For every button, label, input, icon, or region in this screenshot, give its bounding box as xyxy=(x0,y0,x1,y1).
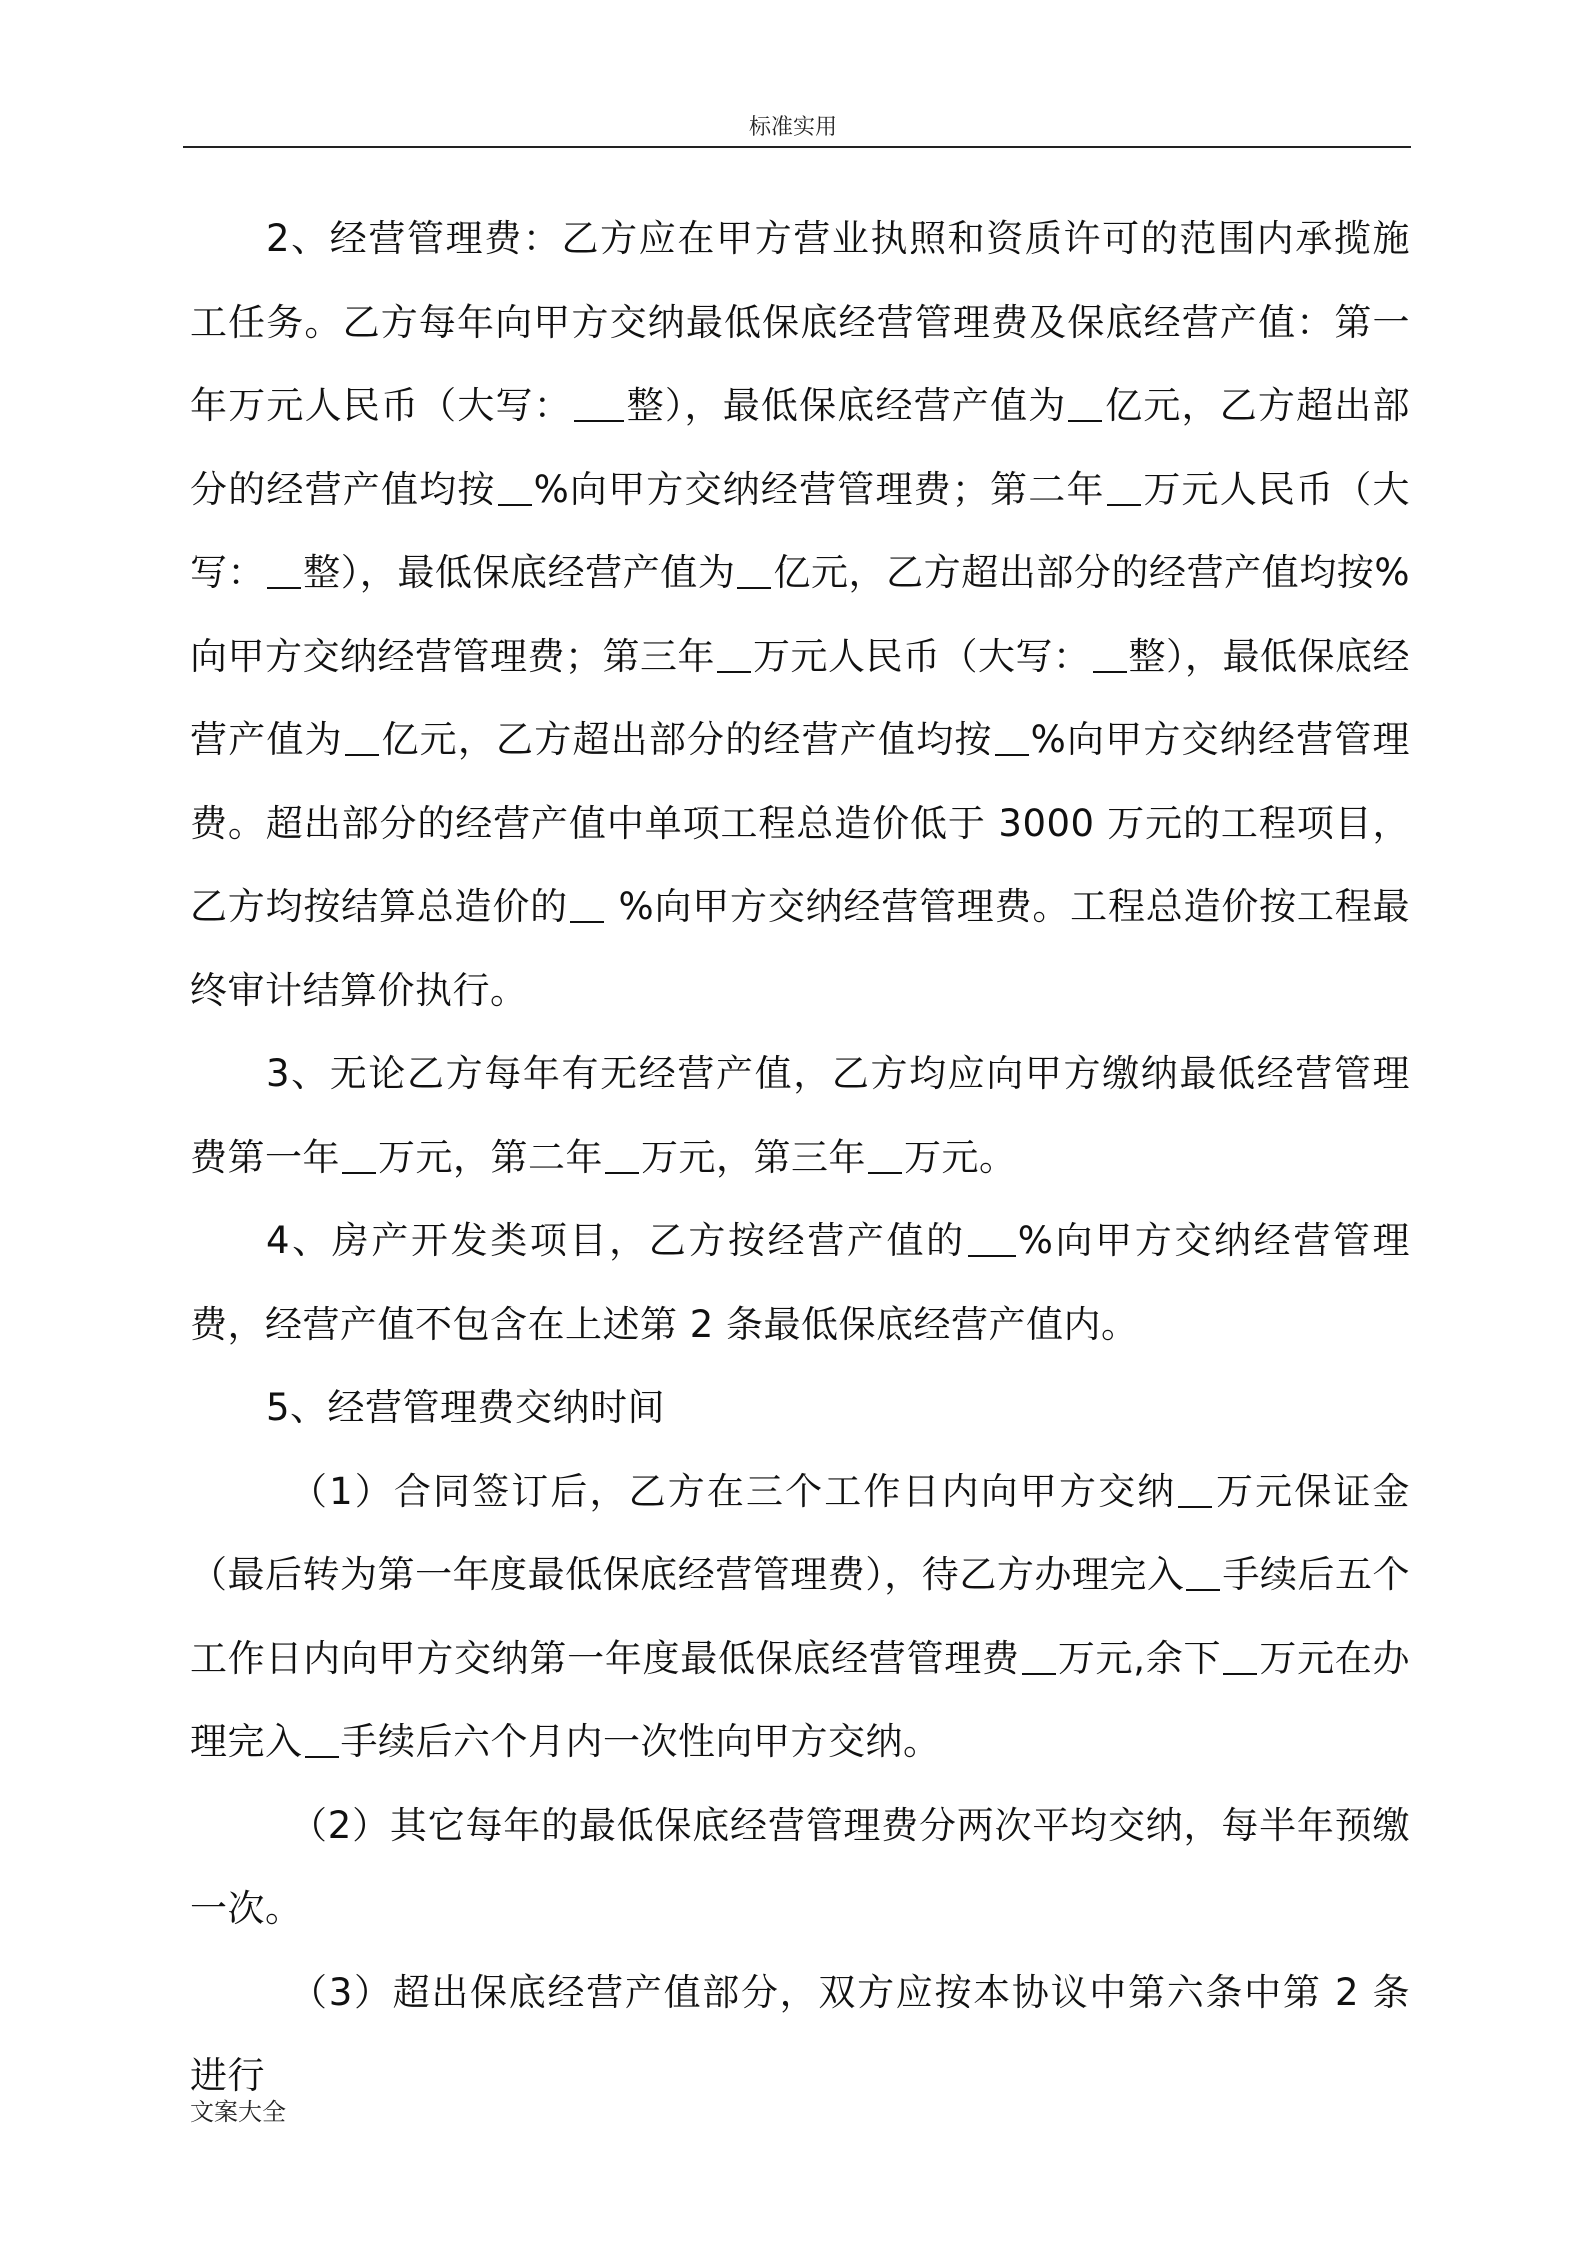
clause-5-3-text: （3）超出保底经营产值部分，双方应按本协议中第六条中第 2 条进行 xyxy=(190,1970,1410,2097)
blank-field[interactable] xyxy=(605,1142,639,1174)
clause-2-text-12: %向甲方交纳经营管理费。工程总造价按工程最终审计结算价执行。 xyxy=(190,885,1411,1012)
clause-2-text-7: 亿元，乙方超出部分的经营产值均按%向甲方交纳经营管理费；第三年 xyxy=(190,551,1411,678)
blank-field[interactable] xyxy=(1178,1476,1212,1508)
page-footer: 文案大全 xyxy=(190,2098,286,2126)
blank-field[interactable] xyxy=(1093,641,1127,673)
clause-2-management-fee xyxy=(190,197,1410,1032)
blank-field[interactable] xyxy=(267,557,301,589)
clause-3-text-3: 万元，第三年 xyxy=(641,1135,866,1179)
clause-2-text-3: 亿元，乙方超出部分的经营产值均按 xyxy=(190,384,1411,511)
clause-2-text-6: 整），最低保底经营产值为 xyxy=(303,551,736,594)
blank-field[interactable] xyxy=(345,724,379,756)
clause-2-text-9: 整），最低保底经营产值为 xyxy=(190,634,1410,761)
clause-5-1-text-1: （1）合同签订后，乙方在三个工作日内向甲方交纳 xyxy=(290,1469,1177,1513)
clause-5-1-text-2: 万元保证金（最后转为第一年度最低保底经营管理费），待乙方办理完入 xyxy=(190,1469,1411,1596)
clause-4-real-estate xyxy=(190,1199,1410,1366)
clause-5-2-text: （2）其它每年的最低保底经营管理费分两次平均交纳，每半年预缴一次。 xyxy=(190,1803,1410,1930)
clause-5-1-text-3: 手续后五个工作日内向甲方交纳第一年度最低保底经营管理费 xyxy=(190,1553,1410,1680)
blank-field[interactable] xyxy=(968,1225,1016,1257)
blank-field[interactable] xyxy=(737,557,771,589)
clause-5-payment-time xyxy=(190,1366,1410,1450)
clause-2-text-10: 亿元，乙方超出部分的经营产值均按 xyxy=(380,718,993,761)
clause-3-text-2: 万元，第二年 xyxy=(378,1135,603,1179)
clause-5-heading: 5、经营管理费交纳时间 xyxy=(266,1386,666,1429)
blank-field[interactable] xyxy=(1107,474,1141,506)
blank-field[interactable] xyxy=(1022,1643,1056,1675)
clause-5-1-text-6: 手续后六个月内一次性向甲方交纳。 xyxy=(340,1720,941,1763)
page-header: 标准实用 xyxy=(748,115,837,140)
blank-field[interactable] xyxy=(570,891,604,923)
blank-field[interactable] xyxy=(717,641,751,673)
clause-5-item-1 xyxy=(190,1450,1410,1784)
clause-2-text-5: 万元人民币（大写： xyxy=(190,467,1411,594)
blank-field[interactable] xyxy=(995,724,1029,756)
clause-4-text-2: %向甲方交纳经营管理费，经营产值不包含在上述第 2 条最低保底经营产值内。 xyxy=(190,1219,1410,1346)
clause-2-text-1: 2、经营管理费：乙方应在甲方营业执照和资质许可的范围内承揽施工任务。乙方每年向甲方交纳最低保底经营管理费及保底经营产值：第一年万元人民币（大写： xyxy=(190,217,1410,427)
blank-field[interactable] xyxy=(868,1142,902,1174)
blank-field[interactable] xyxy=(1223,1643,1257,1675)
clause-5-item-3 xyxy=(190,1951,1410,2118)
blank-field[interactable] xyxy=(1068,390,1102,422)
header-rule xyxy=(183,146,1411,148)
clause-5-1-text-4: 万元,余下 xyxy=(1057,1636,1222,1680)
clause-5-1-text-5: 万元在办理完入 xyxy=(190,1636,1411,1763)
clause-2-text-11: %向甲方交纳经营管理费。超出部分的经营产值中单项工程总造价低于 3000 万元的工程项目，乙方均按结算总造价的 xyxy=(190,718,1410,928)
clause-3-text-1: 3、无论乙方每年有无经营产值，乙方均应向甲方缴纳最低经营管理费第一年 xyxy=(190,1052,1410,1179)
blank-field[interactable] xyxy=(498,474,532,506)
blank-field[interactable] xyxy=(342,1142,376,1174)
clause-3-text-4: 万元。 xyxy=(904,1135,1017,1179)
clause-4-text-1: 4、房产开发类项目，乙方按经营产值的 xyxy=(266,1219,966,1262)
blank-field[interactable] xyxy=(1186,1559,1220,1591)
clause-2-text-4: %向甲方交纳经营管理费；第二年 xyxy=(533,467,1105,511)
clause-2-text-2: 整），最低保底经营产值为 xyxy=(625,384,1067,427)
clause-5-item-2 xyxy=(190,1784,1410,1951)
document-body xyxy=(190,197,1410,2118)
blank-field[interactable] xyxy=(305,1726,339,1758)
blank-field[interactable] xyxy=(574,390,624,422)
clause-3-minimum-fee xyxy=(190,1032,1410,1199)
clause-2-text-8: 万元人民币（大写： xyxy=(753,634,1091,678)
